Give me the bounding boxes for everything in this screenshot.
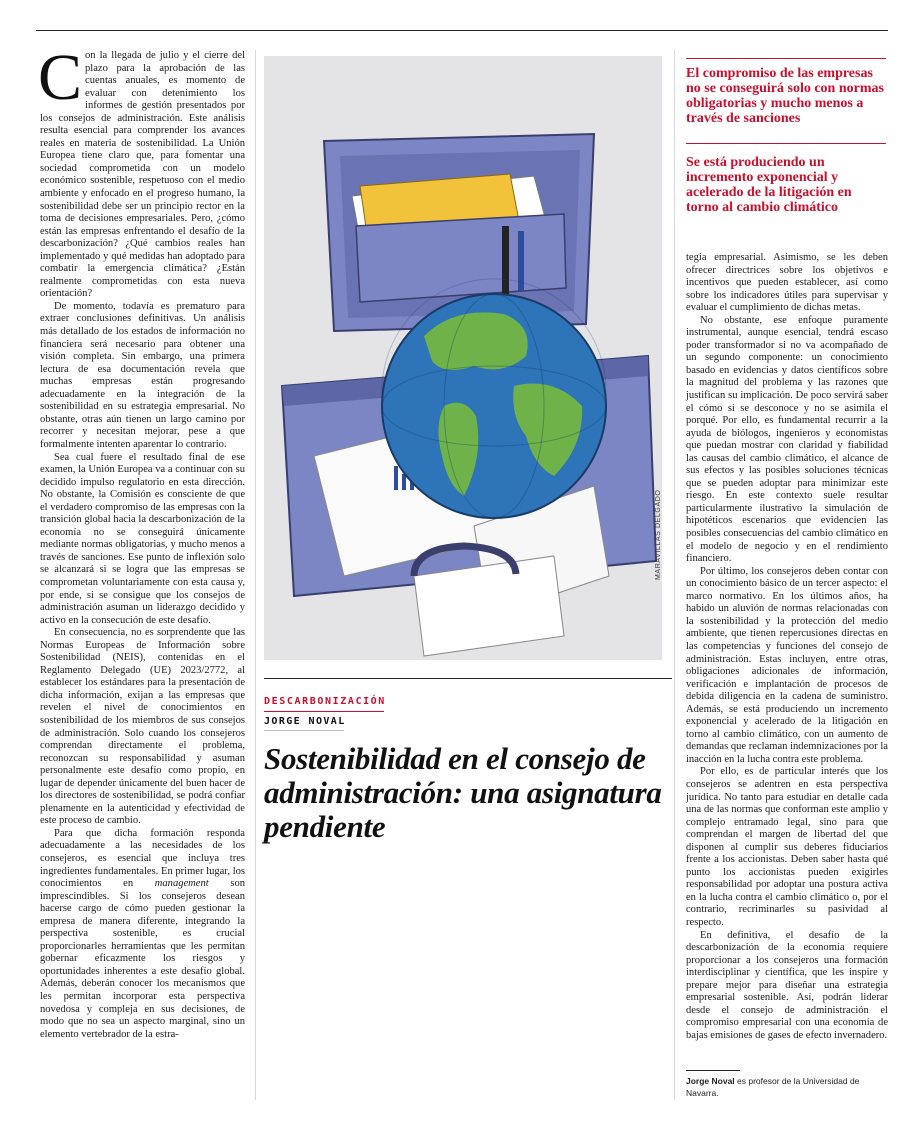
body-paragraph: Por ello, es de particular interés que los consejeros se adentren en esta perspectiva jurídica. No tanto para estudiar en detalle cada una de las normas que conforman este amplio y complejo entramado legal, sino para que comprendan el margen de libertad del que disponen al cumplir sus deberes fiduciarios frente a los accionistas. Deben saber hasta qué punto los accionistas pueden exigirles responsabilidad por adoptar una postura activa en la lucha contra el cambio climático o, por el contrario, recriminarles su pasividad al respecto. bbox=[686, 766, 888, 928]
bio-rule bbox=[686, 1070, 740, 1071]
headline: Sostenibilidad en el consejo de administración: una asignatura pendiente bbox=[264, 741, 662, 844]
body-paragraph: En definitiva, el desafío de la descarbonización de la economía requiere proporcionar a los consejeros una formación interdisciplinar y científica, que les inspire y prepare mejor para diseñar una estrategia empresarial sostenible. Así, podrán liderar desde el consejo de administración el compromiso empresarial con una economía de bajas emisiones de gases de efecto invernadero. bbox=[686, 929, 888, 1041]
body-paragraph: Con la llegada de julio y el cierre del plazo para la aprobación de las cuentas anuales, es momento de evaluar con detenimiento los informes de gestión presentados por los consejos de administración. Este análisis resulta esencial para comprender los avances reales en materia de sostenibilidad. La Unión Europea tiene claro que, para fomentar una sociedad comprometida con un modelo económico sostenible, respetuoso con el medio ambiente y enfocado en el progreso humano, la sostenibilidad debe ser un principio rector en la toma de decisiones empresariales. Pero, ¿cómo están las empresas enfrentando el desafío de la descarbonización? ¿Qué cambios reales han implementado y qué medidas han adoptado para combatir la emergencia climática? ¿Están realmente comprometidas con esta nueva orientación? bbox=[38, 41, 245, 300]
author-bio bbox=[686, 1076, 888, 1099]
bio-name: Jorge Noval bbox=[686, 1076, 735, 1086]
body-paragraph: Sea cual fuere el resultado final de ese examen, la Unión Europea va a continuar con su decidido impulso regulatorio en esta dirección. No obstante, la Comisión es consciente de que el verdadero compromiso de las empresas con la transición global hacia la descarbonización de la economía no se conseguirá únicamente mediante normas obligatorias, y mucho menos a través de sanciones. Ese punto de inflexión solo se alcanzará si se logra que las empresas se comprometan voluntariamente con esta causa y, por ende, si se consigue que los consejos de administración asuman un liderazgo decidido y activo en la consecución de este desafío. bbox=[40, 451, 245, 626]
top-rule bbox=[36, 30, 888, 31]
column-divider bbox=[674, 50, 675, 1100]
body-paragraph: Por último, los consejeros deben contar con un conocimiento básico de un tercer aspecto: el marco normativo. En los últimos años, ha habido un aluvión de normas relacionadas con la sostenibilidad y la protección del medio ambiente, que tienen repercusiones directas en las competencias y funciones del consejo de administración. Estas incluyen, entre otras, obligaciones adicionales de información, verificación e implantación de procesos de debida diligencia en la cadena de suministro. Además, se está produciendo un incremento exponencial y acelerado de la litigación en torno al cambio climático, con un aumento de demandas que reclaman indemnizaciones por la inacción en la lucha contra este problema. bbox=[686, 565, 888, 765]
briefcase-globe-illustration bbox=[264, 56, 662, 660]
pull-quote: El compromiso de las empresas no se conseguirá solo con normas obligatorias y mucho menos a través de sanciones bbox=[686, 66, 884, 126]
body-column-right bbox=[686, 252, 888, 1042]
author-byline: JORGE NOVAL bbox=[264, 716, 346, 727]
pull-quote-rule bbox=[686, 58, 886, 59]
body-paragraph: tegia empresarial. Asimismo, se les deben ofrecer directrices sobre los objetivos e incentivos que pueden establecer, así como sobre los indicadores útiles para supervisar y evaluar el cumplimiento de dichas metas. bbox=[686, 252, 888, 314]
body-paragraph: Para que dicha formación responda adecuadamente a las necesidades de los consejeros, es esencial que incluya tres ingredientes fundamentales. En primer lugar, los conocimientos en management son imprescindibles. Si los consejeros desean hacerse cargo de cómo pueden gestionar la empresa de manera diferente, integrando la perspectiva sostenible, es crucial proporcionarles herramientas que les permitan gobernar eficazmente los riesgos y oportunidades inherentes a este desafío global. Además, deberán conocer los mecanismos que les permitan incorporar esta perspectiva novedosa y compleja en sus decisiones, de modo que no sea un aspecto marginal, sino un elemento vertebrador de la estra- bbox=[40, 827, 245, 1040]
section-label: DESCARBONIZACIÓN bbox=[264, 696, 386, 707]
headline-rule bbox=[264, 678, 672, 679]
body-column-left bbox=[38, 41, 245, 1041]
pull-quote-rule bbox=[686, 143, 886, 144]
illustration-svg bbox=[264, 56, 662, 660]
body-paragraph: De momento, todavía es prematuro para extraer conclusiones definitivas. Un análisis más detallado de los estados de información no financiera será necesario para obtener una visión completa. Sin embargo, una primera lectura de esa documentación revela que muchas empresas están progresando adecuadamente en la integración de la sostenibilidad en su estrategia empresarial. No obstante, otras aún tienen un largo camino por recorrer y necesitan mejorar, pese a que formalmente intenten aparentar lo contrario. bbox=[40, 300, 245, 450]
photo-credit: MARAVILLAS DELGADO bbox=[655, 489, 662, 580]
pull-quote: Se está produciendo un incremento exponencial y acelerado de la litigación en torno al cambio climático bbox=[686, 155, 852, 215]
bio-text: es profesor de la Universidad de Navarra. bbox=[686, 1076, 860, 1098]
byline-rule bbox=[264, 730, 344, 731]
column-divider bbox=[255, 50, 256, 1100]
section-rule bbox=[264, 711, 384, 712]
body-paragraph: No obstante, ese enfoque puramente instrumental, aunque esencial, tendrá escaso poder transformador si no va acompañado de un segundo componente: un conocimiento basado en evidencias y datos científicos sobre la magnitud del problema y las razones que justifican su implicación. De poco servirá saber el cómo si se desconoce y no se asimila el porqué. Por ello, es fundamental recurrir a la ayuda de biólogos, ingenieros y economistas que puedan mostrar con claridad y fiabilidad las causas del cambio climático, el alcance de sus efectos y las posibles soluciones técnicas que se pueden adoptar para minimizar este riesgo. En este contexto suele resultar particularmente ilustrativo la simulación de hipotéticos escenarios que evidencien las posibles consecuencias del cambio climático en el modelo de negocio y en el rendimiento financiero. bbox=[686, 314, 888, 565]
body-paragraph: En consecuencia, no es sorprendente que las Normas Europeas de Información sobre Sostenibilidad (NEIS), contenidas en el Reglamento Delegado (UE) 2023/2772, al establecer los estándares para la presentación de dicha información, exijan a las empresas que revelen el nivel de conocimientos en sostenibilidad de los miembros de sus consejos de administración. Solo cuando los consejeros comprendan directamente el problema, reconozcan su responsabilidad y asuman personalmente este desafío como propio, en lugar de depender únicamente del buen hacer de los directores de sostenibilidad, se podrá confiar plenamente en la autenticidad y efectividad de este proceso de cambio. bbox=[40, 627, 245, 827]
dropcap: C bbox=[38, 41, 83, 114]
